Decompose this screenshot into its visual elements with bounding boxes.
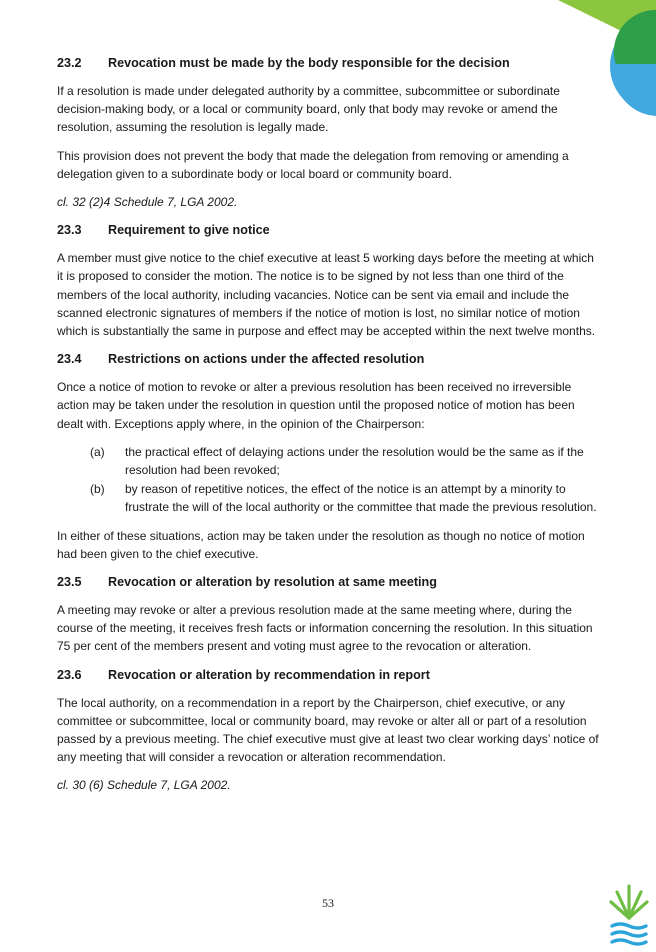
citation: cl. 32 (2)4 Schedule 7, LGA 2002. [57,195,238,210]
paragraph: This provision does not prevent the body that made the delegation from removing or amending a delegation given to a subordinate body or local board or community board. [57,148,569,181]
paragraph: A meeting may revoke or alter a previous resolution made at the same meeting where, during the course of the meeting, it receives fresh facts or information concerning the resolution. In this situation 75 per cent of the members present and voting must agree to the revocation or alteration. [57,603,593,654]
page-number: 53 [322,896,334,910]
paragraph: The local authority, on a recommendation in a report by the Chairperson, chief executive, or any committee or subcommittee, local or community board, may revoke or alter all or part of a resolution passed by a previous meeting. The chief executive must give at least two clear working days’ notice of any meeting that will consider a revocation or alteration recommendation. [57,695,599,765]
list-item: (a) the practical effect of delaying actions under the resolution would be the same as if the resolution had been revoked; [90,444,584,478]
paragraph: Once a notice of motion to revoke or alter a previous resolution has been received no irreversible action may be taken under the resolution in question until the proposed notice of motion has been dealt with. Exceptions apply where, in the opinion of the Chairperson: [57,380,575,431]
section-heading-23-5: 23.5 Revocation or alteration by resolution at same meeting [57,575,437,590]
section-heading-23-6: 23.6 Revocation or alteration by recommendation in report [57,667,430,682]
document-body [57,54,602,805]
paragraph: In either of these situations, action may be taken under the resolution as though no notice of motion had been given to the chief executive. [57,528,585,561]
paragraph: If a resolution is made under delegated authority by a committee, subcommittee or subordinate decision-making body, or a local or community board, only that body may revoke or amend the resolution, assuming the resolution is legally made. [57,84,560,135]
council-logo-icon [608,882,650,948]
section-heading-23-2: 23.2 Revocation must be made by the body responsible for the decision [57,56,510,70]
section-heading-23-3: 23.3 Requirement to give notice [57,223,270,238]
list-item: (b) by reason of repetitive notices, the effect of the notice is an attempt by a minority to frustrate the will of the local authority or the committee that made the previous resolution. [90,482,597,515]
paragraph: A member must give notice to the chief executive at least 5 working days before the meeting at which it is proposed to consider the motion. The notice is to be signed by not less than one third of the members of the local authority, including vacancies. Notice can be sent via email and include the scanned electronic signatures of members if the notice of motion is lost, no similar notice of motion which is substantially the same in purpose and effect may be accepted within the next twelve months. [57,251,596,339]
exceptions-list [57,443,602,517]
citation: cl. 30 (6) Schedule 7, LGA 2002. [57,778,231,793]
section-heading-23-4: 23.4 Restrictions on actions under the affected resolution [57,352,425,367]
